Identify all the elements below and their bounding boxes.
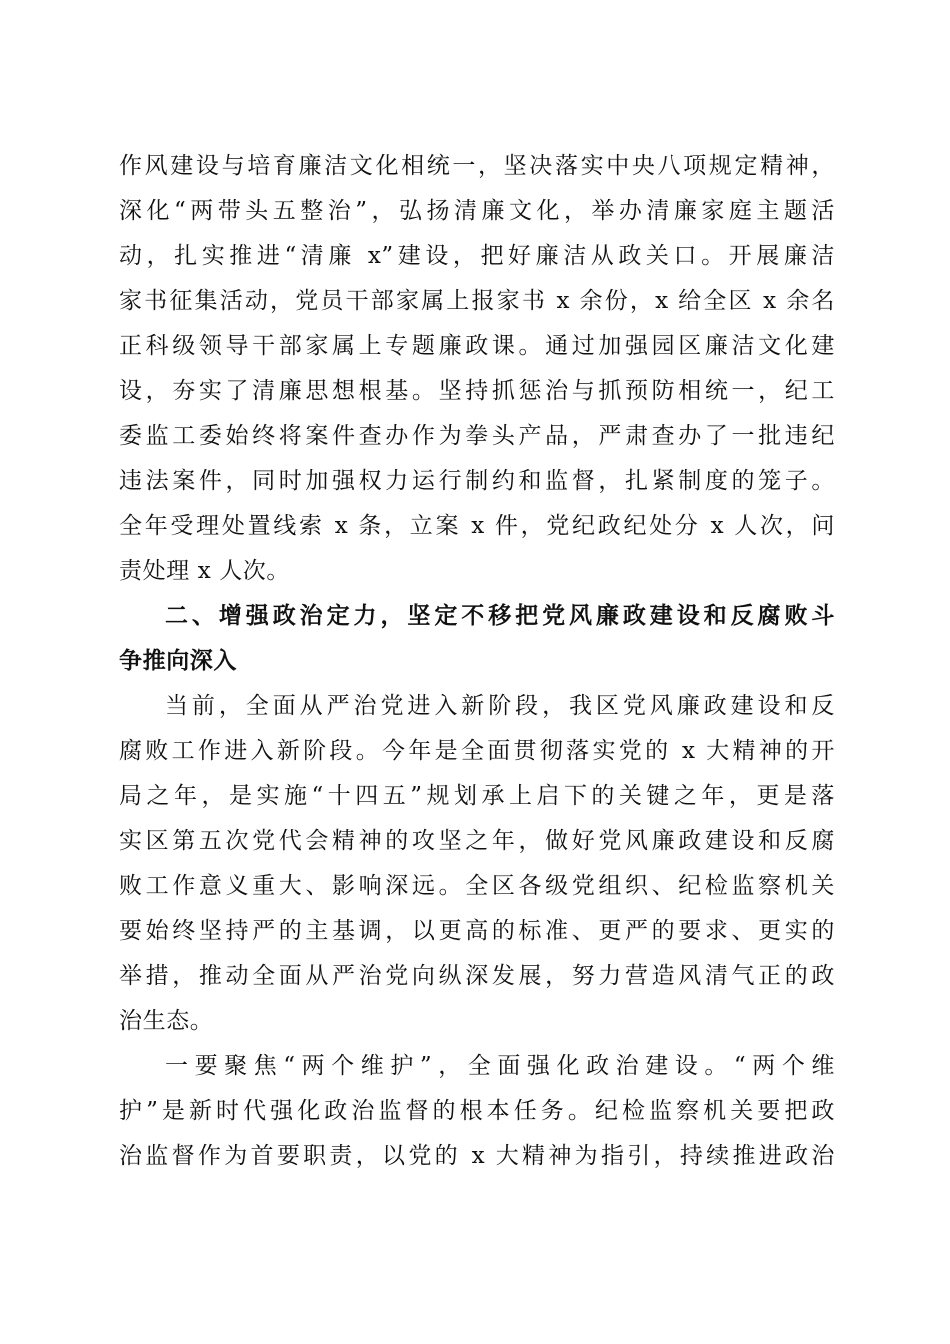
paragraph-2: [119, 684, 835, 1044]
paragraph-line: 深化“两带头五整治”，弘扬清廉文化，举办清廉家庭主题活: [119, 198, 835, 224]
paragraph-line: 举措，推动全面从严治党向纵深发展，努力营造风清气正的政: [119, 963, 835, 989]
paragraph-line: 护”是新时代强化政治监督的根本任务。纪检监察机关要把政: [119, 1098, 835, 1124]
paragraph-line: 设，夯实了清廉思想根基。坚持抓惩治与抓预防相统一，纪工: [119, 378, 835, 404]
paragraph-line: 作风建设与培育廉洁文化相统一，坚决落实中央八项规定精神，: [119, 153, 835, 179]
paragraph-line: 全年受理处置线索 x 条，立案 x 件，党纪政纪处分 x 人次，问: [119, 513, 835, 539]
document-body: [119, 144, 835, 1179]
paragraph-line: 动，扎实推进“清廉 x”建设，把好廉洁从政关口。开展廉洁: [119, 243, 835, 269]
paragraph-3: [119, 1044, 835, 1179]
paragraph-line: 当前，全面从严治党进入新阶段，我区党风廉政建设和反: [165, 693, 835, 719]
paragraph-line: 违法案件，同时加强权力运行制约和监督，扎紧制度的笼子。: [119, 468, 835, 494]
paragraph-line: 要始终坚持严的主基调，以更高的标准、更严的要求、更实的: [119, 918, 835, 944]
paragraph-1: [119, 144, 835, 594]
paragraph-line: 正科级领导干部家属上专题廉政课。通过加强园区廉洁文化建: [119, 333, 835, 359]
paragraph-line: 败工作意义重大、影响深远。全区各级党组织、纪检监察机关: [119, 873, 835, 899]
section-heading: [119, 594, 835, 684]
paragraph-line: 一要聚焦“两个维护”，全面强化政治建设。“两个维: [165, 1053, 835, 1079]
paragraph-line: 家书征集活动，党员干部家属上报家书 x 余份，x 给全区 x 余名: [119, 288, 835, 314]
paragraph-line: 局之年，是实施“十四五”规划承上启下的关键之年，更是落: [119, 783, 835, 809]
paragraph-line: 实区第五次党代会精神的攻坚之年，做好党风廉政建设和反腐: [119, 828, 835, 854]
heading-line: 争推向深入: [119, 648, 237, 674]
heading-line: 二、增强政治定力，坚定不移把党风廉政建设和反腐败斗: [165, 603, 835, 629]
paragraph-line: 腐败工作进入新阶段。今年是全面贯彻落实党的 x 大精神的开: [119, 738, 835, 764]
paragraph-line: 委监工委始终将案件查办作为拳头产品，严肃查办了一批违纪: [119, 423, 835, 449]
paragraph-line: 治生态。: [119, 1008, 214, 1034]
paragraph-line: 治监督作为首要职责，以党的 x 大精神为指引，持续推进政治: [119, 1143, 835, 1169]
paragraph-line: 责处理 x 人次。: [119, 558, 290, 584]
